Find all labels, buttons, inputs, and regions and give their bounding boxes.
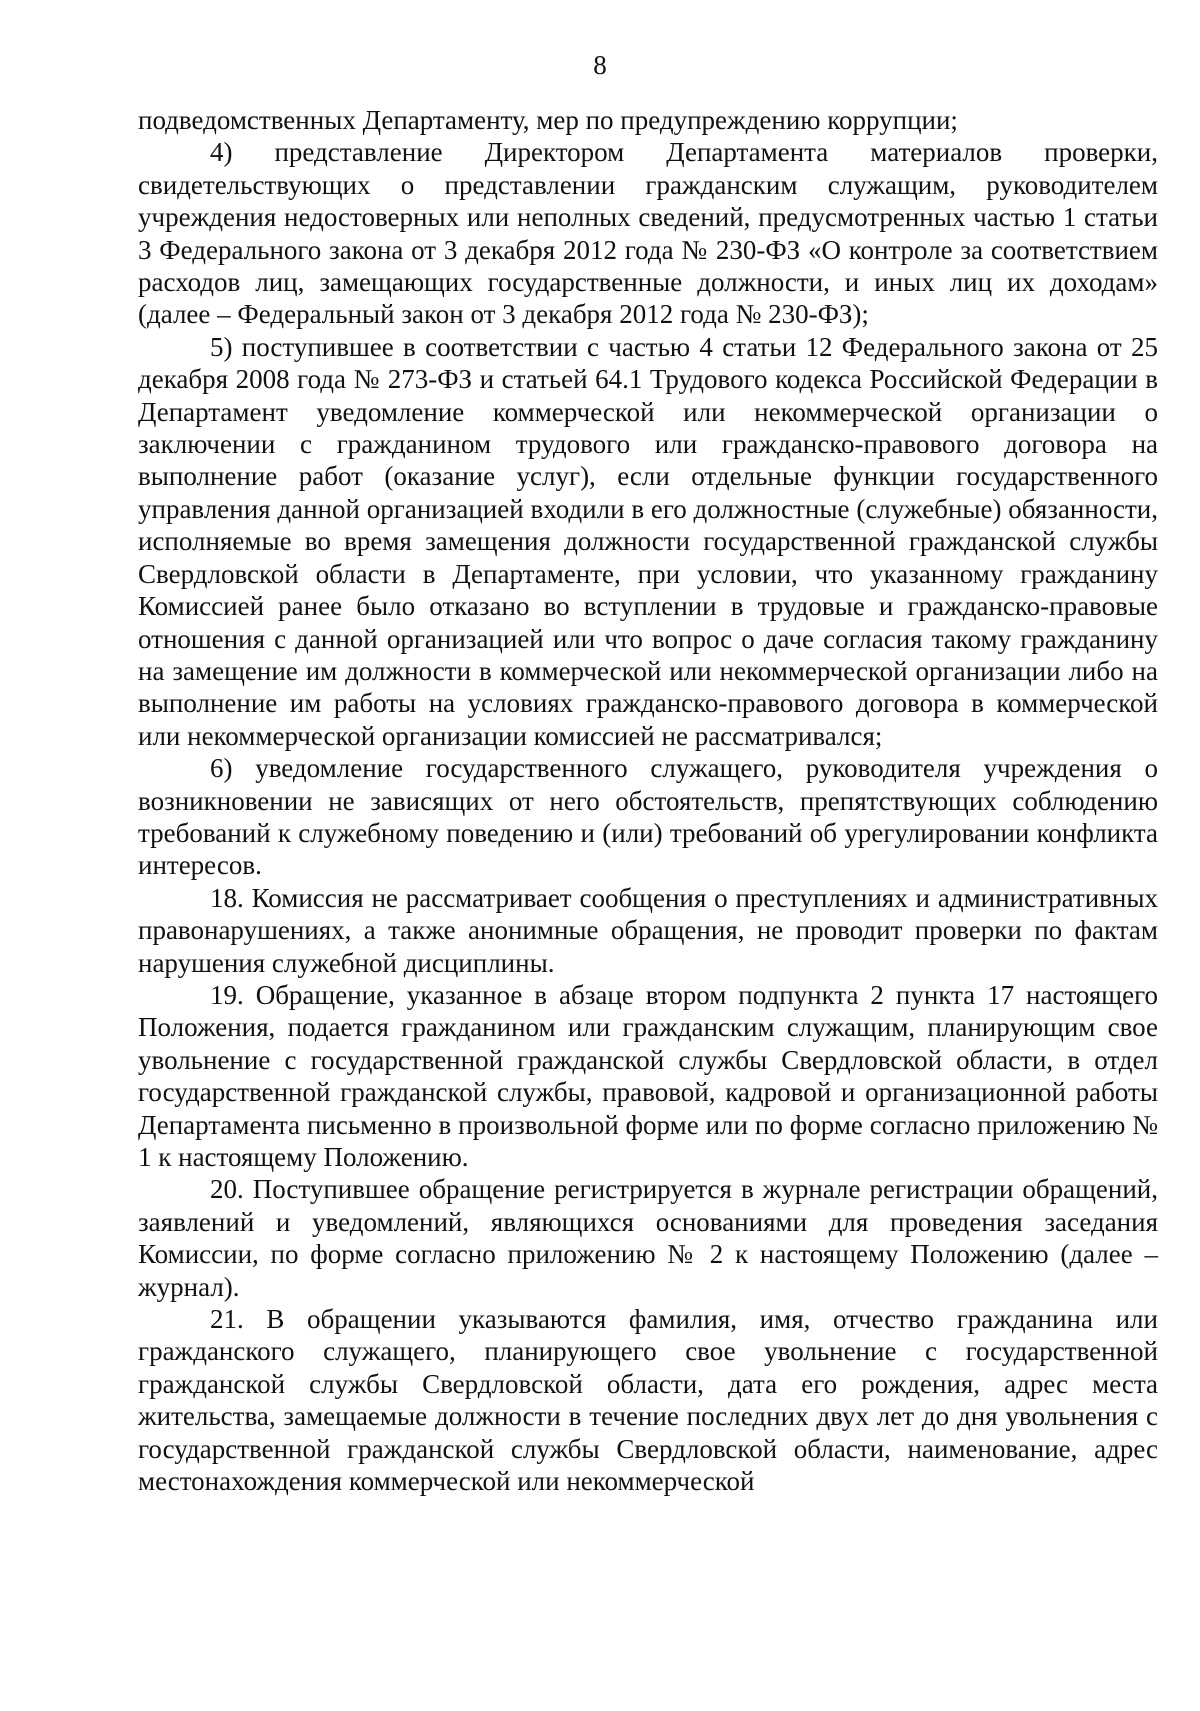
paragraph-item-6: 6) уведомление государственного служащего, руководителя учреждения о возникновении не зависящих от него обстоятельств, препятствующих соблюдению требований к служебному поведению и (или) требований об урегулировании конфликта интересов. xyxy=(138,753,1158,881)
paragraph-item-4: 4) представление Директором Департамента материалов проверки, свидетельствующих о представлении гражданским служащим, руководителем учреждения недостоверных или неполных сведений, предусмотренных частью 1 статьи 3 Федерального закона от 3 декабря 2012 года № 230-ФЗ «О контроле за соответствием расходов лиц, замещающих государственные должности, и иных лиц их доходам» (далее – Федеральный закон от 3 декабря 2012 года № 230-ФЗ); xyxy=(138,137,1158,330)
paragraph-clause-18: 18. Комиссия не рассматривает сообщения о преступлениях и административных правонарушениях, а также анонимные обращения, не проводит проверки по фактам нарушения служебной дисциплины. xyxy=(138,882,1158,978)
document-body xyxy=(138,104,1158,1497)
paragraph-item-5: 5) поступившее в соответствии с частью 4 статьи 12 Федерального закона от 25 декабря 2008 года № 273-ФЗ и статьей 64.1 Трудового кодекса Российской Федерации в Департамент уведомление коммерческой или некоммерческой организации о заключении с гражданином трудового или гражданско-правового договора на выполнение работ (оказание услуг), если отдельные функции государственного управления данной организацией входили в его должностные (служебные) обязанности, исполняемые во время замещения должности государственной гражданской службы Свердловской области в Департаменте, при условии, что указанному гражданину Комиссией ранее было отказано во вступлении в трудовые и гражданско-правовые отношения с данной организацией или что вопрос о даче согласия такому гражданину на замещение им должности в коммерческой или некоммерческой организации либо на выполнение им работы на условиях гражданско-правового договора в коммерческой или некоммерческой организации комиссией не рассматривался; xyxy=(138,331,1158,751)
paragraph-intro-fragment: подведомственных Департаменту, мер по предупреждению коррупции; xyxy=(138,105,958,135)
paragraph-clause-21: 21. В обращении указываются фамилия, имя, отчество гражданина или гражданского служащего, планирующего свое увольнение с государственной гражданской службы Свердловской области, дата его рождения, адрес места жительства, замещаемые должности в течение последних двух лет до дня увольнения с государственной гражданской службы Свердловской области, наименование, адрес местонахождения коммерческой или некоммерческой xyxy=(138,1304,1158,1497)
paragraph-clause-20: 20. Поступившее обращение регистрируется в журнале регистрации обращений, заявлений и уведомлений, являющихся основаниями для проведения заседания Комиссии, по форме согласно приложению № 2 к настоящему Положению (далее – журнал). xyxy=(138,1174,1158,1302)
page-number: 8 xyxy=(593,50,607,80)
paragraph-clause-19: 19. Обращение, указанное в абзаце втором подпункта 2 пункта 17 настоящего Положения, подается гражданином или гражданским служащим, планирующим свое увольнение с государственной гражданской службы Свердловской области, в отдел государственной гражданской службы, правовой, кадровой и организационной работы Департамента письменно в произвольной форме или по форме согласно приложению № 1 к настоящему Положению. xyxy=(138,979,1158,1172)
